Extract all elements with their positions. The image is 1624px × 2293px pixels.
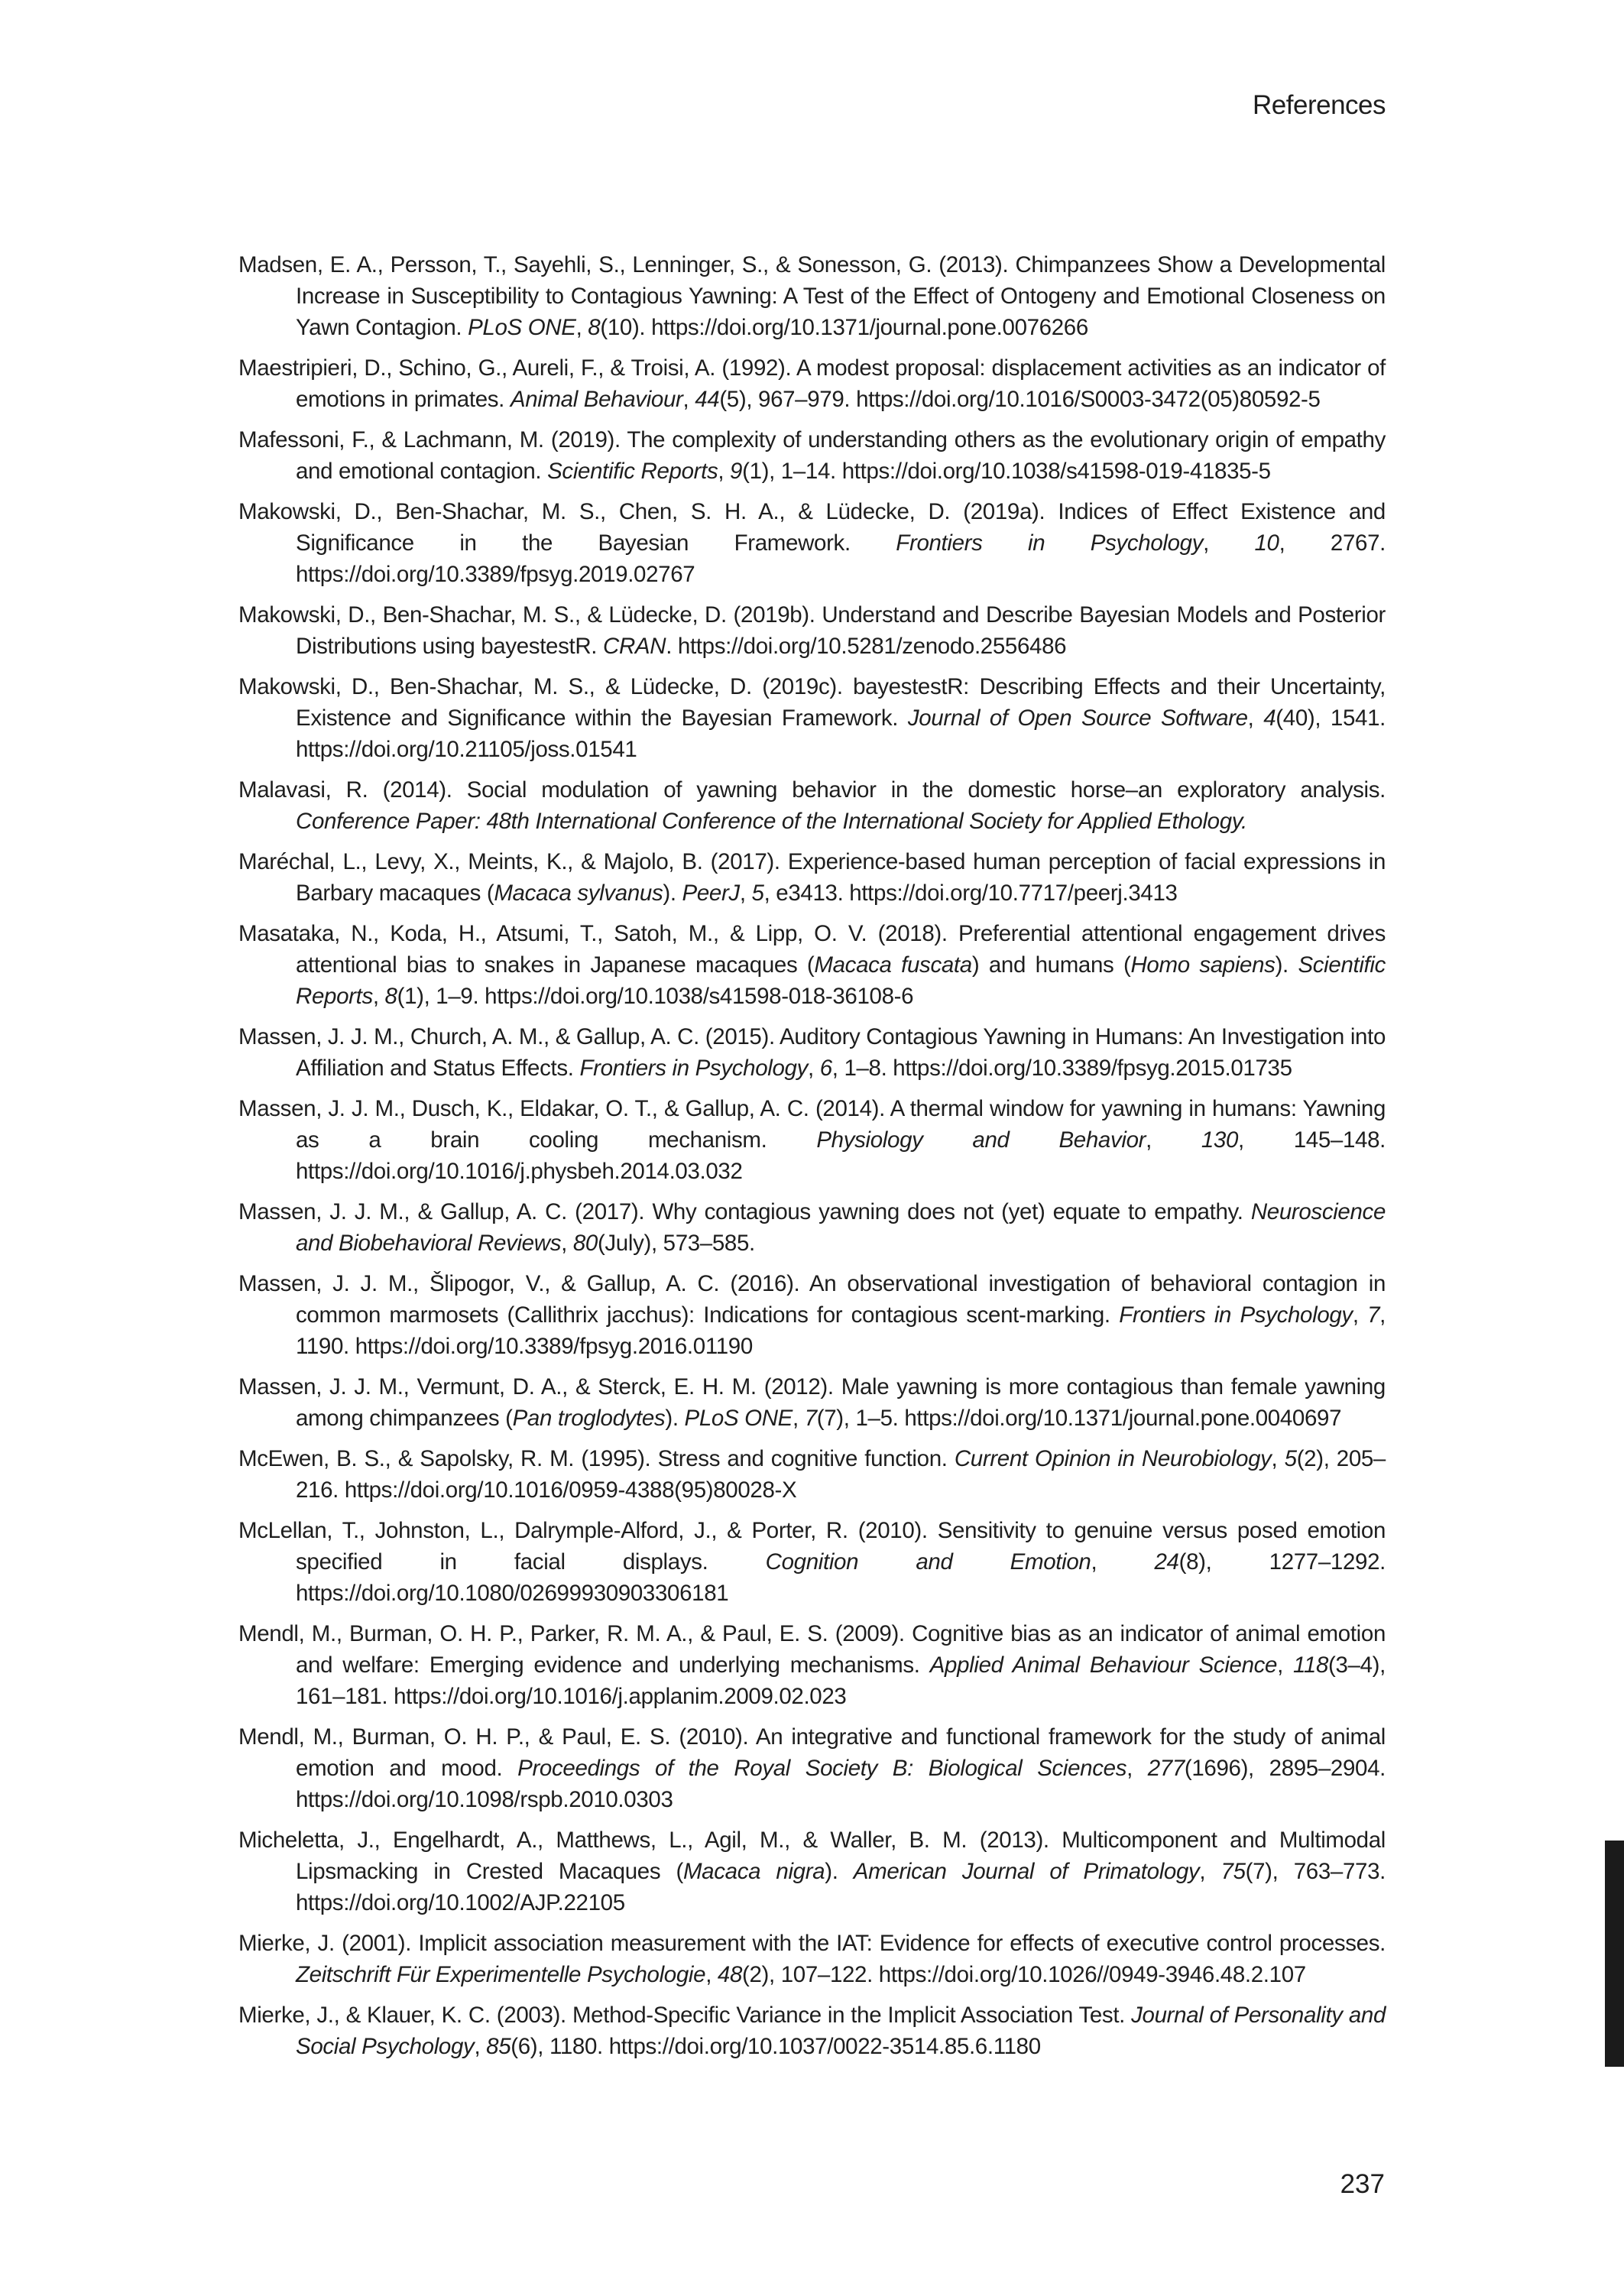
reference-text: Masataka, N., Koda, H., Atsumi, T., Satoh, M., & Lipp, O. V. (2018). Preferential attentional engagement drives attentional bias to snakes in Japanese macaques ( <box>238 921 1386 978</box>
reference-italic-text: American Journal of Primatology <box>853 1859 1200 1884</box>
reference-text: , <box>793 1406 805 1431</box>
reference-entry-massen-2017 <box>238 1196 1386 1259</box>
reference-text: Micheletta, J., Engelhardt, A., Matthews, L., Agil, M., & Waller, B. M. (2013). Multicomponent and Multimodal Lipsmacking in Crested Macaques ( <box>238 1828 1386 1884</box>
reference-italic-text: 7 <box>1367 1302 1380 1328</box>
reference-italic-text: 24 <box>1154 1549 1179 1575</box>
running-header-title: References <box>1253 90 1386 120</box>
reference-italic-text: Scientific Reports <box>547 459 718 484</box>
reference-text: Massen, J. J. M., & Gallup, A. C. (2017). Why contagious yawning does not (yet) equate to empathy. <box>238 1199 1251 1224</box>
reference-text: McEwen, B. S., & Sapolsky, R. M. (1995). Stress and cognitive function. <box>238 1446 955 1471</box>
reference-italic-text: 9 <box>730 459 743 484</box>
reference-list <box>238 249 1386 2071</box>
reference-text: . https://doi.org/10.5281/zenodo.2556486 <box>666 634 1067 659</box>
reference-italic-text: Homo sapiens <box>1130 952 1276 978</box>
reference-text: (8), 1277–1292. https://doi.org/10.1080/02699930903306181 <box>296 1549 1386 1606</box>
reference-text: Madsen, E. A., Persson, T., Sayehli, S., Lenninger, S., & Sonesson, G. (2013). Chimpanzees Show a Developmental Increase in Susceptibility to Contagious Yawning: A Test of the Effect of Ontogeny and Emotional Closeness on Yawn Contagion. <box>238 252 1386 340</box>
reference-entry-makowski-2019a <box>238 496 1386 590</box>
reference-text: , <box>739 881 752 906</box>
reference-text: ). <box>665 1406 685 1431</box>
reference-text: ). <box>825 1859 854 1884</box>
reference-text: (5), 967–979. https://doi.org/10.1016/S0003-3472(05)80592-5 <box>719 387 1321 412</box>
reference-entry-mcewen-1995 <box>238 1443 1386 1506</box>
reference-text: McLellan, T., Johnston, L., Dalrymple-Alford, J., & Porter, R. (2010). Sensitivity to genuine versus posed emotion specified in facial displays. <box>238 1518 1386 1575</box>
reference-entry-massen-2015 <box>238 1021 1386 1084</box>
reference-text: ) and humans ( <box>971 952 1131 978</box>
reference-italic-text: Neuroscience and Biobehavioral Reviews <box>296 1199 1386 1256</box>
reference-entry-maestripieri-1992 <box>238 352 1386 415</box>
reference-italic-text: 277 <box>1147 1756 1185 1781</box>
reference-entry-mafessoni-2019 <box>238 424 1386 487</box>
reference-text: , <box>474 2034 487 2059</box>
reference-text: , <box>1277 1652 1294 1678</box>
reference-text: , <box>705 1962 718 1987</box>
reference-italic-text: PLoS ONE <box>468 315 576 340</box>
reference-entry-mendl-2010 <box>238 1721 1386 1815</box>
reference-text: (July), 573–585. <box>597 1231 755 1256</box>
reference-italic-text: Scientific Reports <box>296 952 1386 1009</box>
reference-italic-text: Animal Behaviour <box>510 387 683 412</box>
reference-text: Mendl, M., Burman, O. H. P., Parker, R. M. A., & Paul, E. S. (2009). Cognitive bias as an indicator of animal emotion and welfare: Emerging evidence and underlying mechanisms. <box>238 1621 1386 1678</box>
reference-text: ). <box>663 881 682 906</box>
reference-italic-text: Applied Animal Behaviour Science <box>929 1652 1278 1678</box>
reference-text: Makowski, D., Ben-Shachar, M. S., & Lüdecke, D. (2019b). Understand and Describe Bayesian Models and Posterior Distributions using bayestestR. <box>238 602 1386 659</box>
reference-entry-marechal-2017 <box>238 846 1386 909</box>
reference-text: Maréchal, L., Levy, X., Meints, K., & Majolo, B. (2017). Experience-based human perception of facial expressions in Barbary macaques ( <box>238 849 1386 906</box>
reference-text: , <box>682 387 695 412</box>
reference-italic-text: 4 <box>1263 705 1276 731</box>
reference-entry-malavasi-2014 <box>238 774 1386 837</box>
reference-text: Mafessoni, F., & Lachmann, M. (2019). The complexity of understanding others as the evolutionary origin of empathy and emotional contagion. <box>238 427 1386 484</box>
reference-italic-text: Macaca fuscata <box>814 952 972 978</box>
reference-text: Massen, J. J. M., Vermunt, D. A., & Sterck, E. H. M. (2012). Male yawning is more contagious than female yawning among chimpanzees ( <box>238 1374 1386 1431</box>
reference-italic-text: Physiology and Behavior <box>816 1127 1146 1153</box>
reference-text: , <box>561 1231 573 1256</box>
reference-text: Mierke, J., & Klauer, K. C. (2003). Method-Specific Variance in the Implicit Association Test. <box>238 2003 1132 2028</box>
reference-text: (1), 1–9. https://doi.org/10.1038/s41598-018-36108-6 <box>397 984 914 1009</box>
reference-text: (1), 1–14. https://doi.org/10.1038/s41598-019-41835-5 <box>742 459 1271 484</box>
reference-text: Maestripieri, D., Schino, G., Aureli, F., & Troisi, A. (1992). A modest proposal: displacement activities as an indicator of emotions in primates. <box>238 355 1386 412</box>
reference-entry-micheletta-2013 <box>238 1824 1386 1918</box>
reference-text: Mendl, M., Burman, O. H. P., & Paul, E. S. (2010). An integrative and functional framework for the study of animal emotion and mood. <box>238 1724 1386 1781</box>
reference-italic-text: 5 <box>751 881 764 906</box>
reference-italic-text: PeerJ <box>682 881 740 906</box>
reference-text: , 1190. https://doi.org/10.3389/fpsyg.2016.01190 <box>296 1302 1386 1359</box>
reference-entry-massen-2016 <box>238 1268 1386 1362</box>
reference-italic-text: Frontiers in Psychology <box>1119 1302 1353 1328</box>
reference-italic-text: Pan troglodytes <box>512 1406 666 1431</box>
reference-italic-text: 75 <box>1220 1859 1246 1884</box>
reference-text: , <box>372 984 385 1009</box>
reference-entry-mendl-2009 <box>238 1618 1386 1712</box>
reference-italic-text: Conference Paper: 48th International Conference of the International Society for Applied Ethology. <box>296 809 1247 834</box>
reference-italic-text: 8 <box>384 984 397 1009</box>
reference-italic-text: 85 <box>486 2034 511 2059</box>
reference-italic-text: 80 <box>572 1231 598 1256</box>
reference-italic-text: PLoS ONE <box>684 1406 793 1431</box>
reference-italic-text: 44 <box>695 387 720 412</box>
reference-text: Makowski, D., Ben-Shachar, M. S., & Lüdecke, D. (2019c). bayestestR: Describing Effects and their Uncertainty, Existence and Significance within the Bayesian Framework. <box>238 674 1386 731</box>
reference-italic-text: Frontiers in Psychology <box>896 530 1204 556</box>
reference-entry-mierke-2001 <box>238 1928 1386 1990</box>
reference-text: , <box>807 1056 820 1081</box>
reference-text: (7), 1–5. https://doi.org/10.1371/journal.pone.0040697 <box>816 1406 1342 1431</box>
reference-text: (2), 205–216. https://doi.org/10.1016/0959-4388(95)80028-X <box>296 1446 1386 1503</box>
reference-text: , <box>1271 1446 1285 1471</box>
reference-text: (10). https://doi.org/10.1371/journal.pone.0076266 <box>600 315 1088 340</box>
reference-text: , <box>1091 1549 1155 1575</box>
reference-entry-mierke-2003 <box>238 1999 1386 2062</box>
reference-text: , 1–8. https://doi.org/10.3389/fpsyg.2015.01735 <box>831 1056 1292 1081</box>
reference-text: , <box>1199 1859 1221 1884</box>
reference-text: , <box>1146 1127 1201 1153</box>
reference-text: Mierke, J. (2001). Implicit association measurement with the IAT: Evidence for effects of executive control processes. <box>238 1931 1386 1956</box>
reference-entry-masataka-2018 <box>238 918 1386 1012</box>
reference-italic-text: CRAN <box>603 634 666 659</box>
reference-text: , <box>718 459 731 484</box>
reference-text: , 145–148. https://doi.org/10.1016/j.physbeh.2014.03.032 <box>296 1127 1386 1184</box>
reference-text: , e3413. https://doi.org/10.7717/peerj.3413 <box>763 881 1178 906</box>
reference-italic-text: 5 <box>1284 1446 1297 1471</box>
reference-text: , <box>575 315 588 340</box>
reference-italic-text: Journal of Personality and Social Psychology <box>296 2003 1386 2059</box>
reference-italic-text: 48 <box>717 1962 743 1987</box>
reference-italic-text: Macaca sylvanus <box>494 881 663 906</box>
reference-italic-text: 118 <box>1293 1652 1329 1678</box>
reference-entry-makowski-2019b <box>238 599 1386 662</box>
reference-text: (2), 107–122. https://doi.org/10.1026//0949-3946.48.2.107 <box>742 1962 1306 1987</box>
reference-italic-text: Zeitschrift Für Experimentelle Psychologie <box>296 1962 706 1987</box>
reference-text: Makowski, D., Ben-Shachar, M. S., Chen, S. H. A., & Lüdecke, D. (2019a). Indices of Effect Existence and Significance in the Bayesian Framework. <box>238 499 1386 556</box>
reference-text: , 2767. https://doi.org/10.3389/fpsyg.2019.02767 <box>296 530 1386 587</box>
reference-entry-massen-2012 <box>238 1371 1386 1434</box>
reference-text: (6), 1180. https://doi.org/10.1037/0022-3514.85.6.1180 <box>511 2034 1041 2059</box>
reference-italic-text: 10 <box>1254 530 1279 556</box>
page-number: 237 <box>1340 2169 1385 2199</box>
reference-entry-massen-2014 <box>238 1093 1386 1187</box>
reference-text: Massen, J. J. M., Dusch, K., Eldakar, O. T., & Gallup, A. C. (2014). A thermal window for yawning in humans: Yawning as a brain cooling mechanism. <box>238 1096 1386 1153</box>
reference-text: (7), 763–773. https://doi.org/10.1002/AJP.22105 <box>296 1859 1386 1915</box>
reference-italic-text: 130 <box>1201 1127 1239 1153</box>
reference-text: , <box>1352 1302 1368 1328</box>
reference-italic-text: Journal of Open Source Software <box>907 705 1248 731</box>
reference-text: Massen, J. J. M., Šlipogor, V., & Gallup, A. C. (2016). An observational investigation of behavioral contagion in common marmosets (Callithrix jacchus): Indications for contagious scent-marking. <box>238 1271 1386 1328</box>
reference-text: (40), 1541. https://doi.org/10.21105/joss.01541 <box>296 705 1386 762</box>
reference-italic-text: Macaca nigra <box>682 1859 825 1884</box>
reference-text: Malavasi, R. (2014). Social modulation of yawning behavior in the domestic horse–an exploratory analysis. <box>238 777 1386 803</box>
reference-entry-makowski-2019c <box>238 671 1386 765</box>
reference-italic-text: Proceedings of the Royal Society B: Biological Sciences <box>517 1756 1127 1781</box>
reference-text: ). <box>1275 952 1298 978</box>
reference-entry-mclellan-2010 <box>238 1515 1386 1609</box>
reference-italic-text: Frontiers in Psychology <box>579 1056 808 1081</box>
reference-entry-madsen-2013 <box>238 249 1386 343</box>
reference-italic-text: 6 <box>819 1056 832 1081</box>
reference-text: , <box>1203 530 1255 556</box>
reference-text: , <box>1126 1756 1148 1781</box>
reference-text: (3–4), 161–181. https://doi.org/10.1016/j.applanim.2009.02.023 <box>296 1652 1386 1709</box>
reference-italic-text: Cognition and Emotion <box>765 1549 1091 1575</box>
reference-text: , <box>1247 705 1264 731</box>
reference-italic-text: 7 <box>804 1406 817 1431</box>
reference-text: Massen, J. J. M., Church, A. M., & Gallup, A. C. (2015). Auditory Contagious Yawning in Humans: An Investigation into Affiliation and Status Effects. <box>238 1024 1386 1081</box>
chapter-thumb-tab <box>1605 1841 1624 2067</box>
reference-italic-text: 8 <box>588 315 601 340</box>
reference-italic-text: Current Opinion in Neurobiology <box>954 1446 1272 1471</box>
reference-text: (1696), 2895–2904. https://doi.org/10.1098/rspb.2010.0303 <box>296 1756 1386 1812</box>
